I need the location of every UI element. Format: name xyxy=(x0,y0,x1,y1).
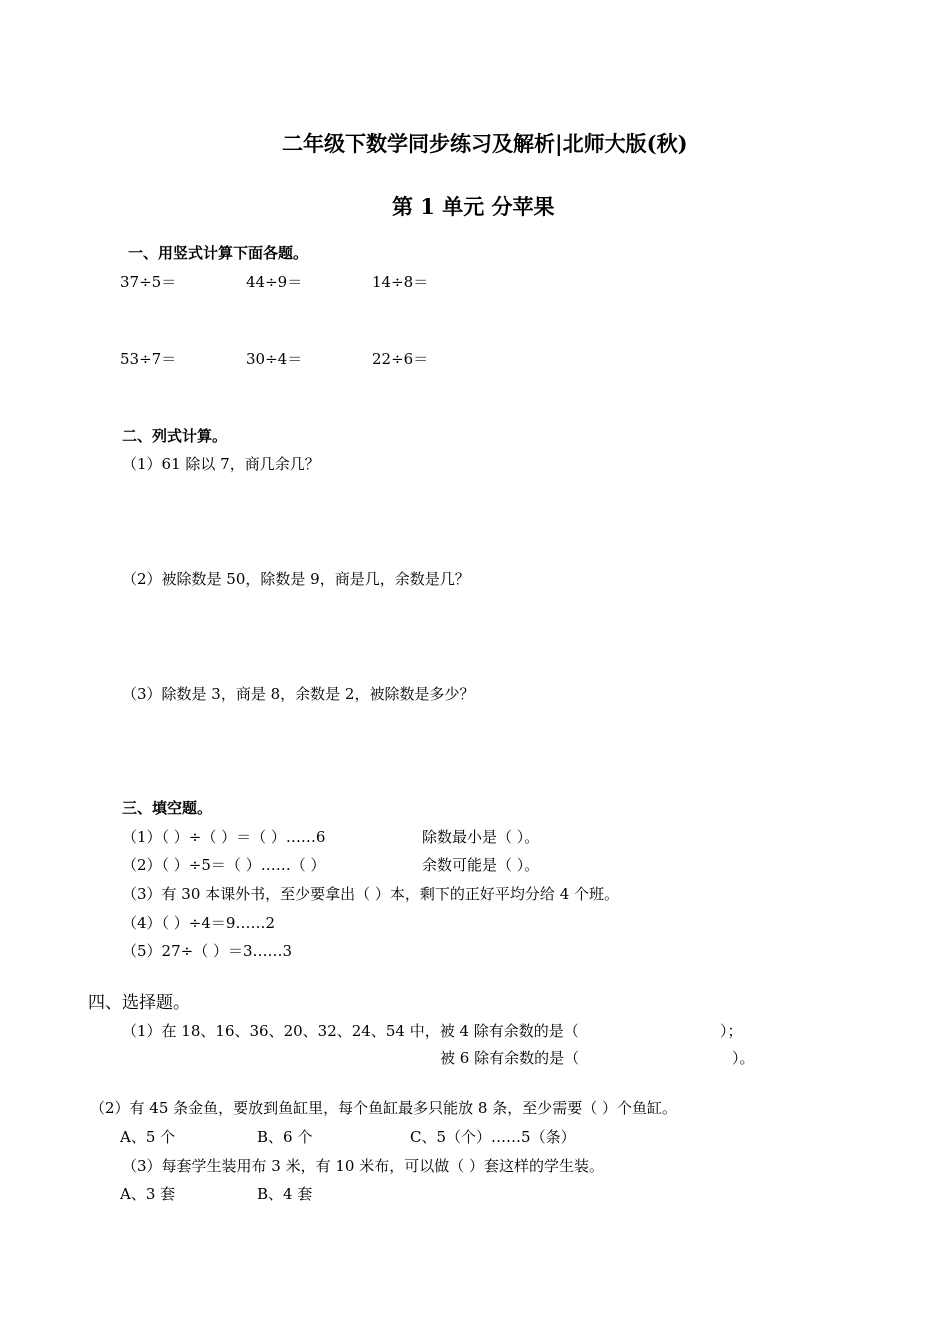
fill-item: （5）27÷（ ）＝3……3 xyxy=(122,942,293,960)
calc-item: 53÷7＝ xyxy=(120,350,177,368)
choice-question: （1）在 18、16、36、20、32、24、54 中，被 4 除有余数的是（ xyxy=(122,1022,579,1040)
choice-question-end: ）。 xyxy=(732,1049,755,1067)
question-item: （2）被除数是 50，除数是 9，商是几，余数是几？ xyxy=(122,570,470,588)
calc-item: 14÷8＝ xyxy=(372,273,429,291)
section-1-heading: 一、用竖式计算下面各题。 xyxy=(128,244,309,262)
fill-item: （2）（ ）÷5＝（ ）……（ ） xyxy=(122,856,326,874)
choice-question: 被 6 除有余数的是（ xyxy=(440,1049,580,1067)
section-2-heading: 二、列式计算。 xyxy=(122,427,228,445)
fill-item: 除数最小是（ ）。 xyxy=(422,828,540,846)
choice-question: （3）每套学生装用布 3 米，有 10 米布，可以做（ ）套这样的学生装。 xyxy=(122,1157,605,1175)
choice-option: C、5（个）……5（条） xyxy=(410,1128,576,1146)
calc-item: 44÷9＝ xyxy=(246,273,303,291)
question-item: （1）61 除以 7，商几余几？ xyxy=(122,455,320,473)
document-title: 二年级下数学同步练习及解析|北师大版(秋) xyxy=(282,131,688,156)
choice-option: A、3 套 xyxy=(120,1185,176,1203)
calc-item: 22÷6＝ xyxy=(372,350,429,368)
section-3-heading: 三、填空题。 xyxy=(122,799,213,817)
calc-item: 30÷4＝ xyxy=(246,350,303,368)
calc-item: 37÷5＝ xyxy=(120,273,177,291)
fill-item: （4）（ ）÷4＝9……2 xyxy=(122,914,276,932)
choice-question-end: ）； xyxy=(720,1022,743,1040)
fill-item: 余数可能是（ ）。 xyxy=(422,856,540,874)
choice-option: B、4 套 xyxy=(257,1185,313,1203)
fill-item: （1）（ ）÷（ ）＝（ ）……6 xyxy=(122,828,326,846)
section-4-heading: 四、选择题。 xyxy=(88,993,190,1013)
choice-option: A、5 个 xyxy=(120,1128,176,1146)
fill-item: （3）有 30 本课外书，至少要拿出（ ）本，剩下的正好平均分给 4 个班。 xyxy=(122,885,620,903)
choice-question: （2）有 45 条金鱼，要放到鱼缸里，每个鱼缸最多只能放 8 条，至少需要（ ）个鱼缸。 xyxy=(90,1099,678,1117)
question-item: （3）除数是 3，商是 8，余数是 2，被除数是多少？ xyxy=(122,685,475,703)
unit-title: 第 1 单元 分苹果 xyxy=(392,194,555,219)
choice-option: B、6 个 xyxy=(257,1128,313,1146)
